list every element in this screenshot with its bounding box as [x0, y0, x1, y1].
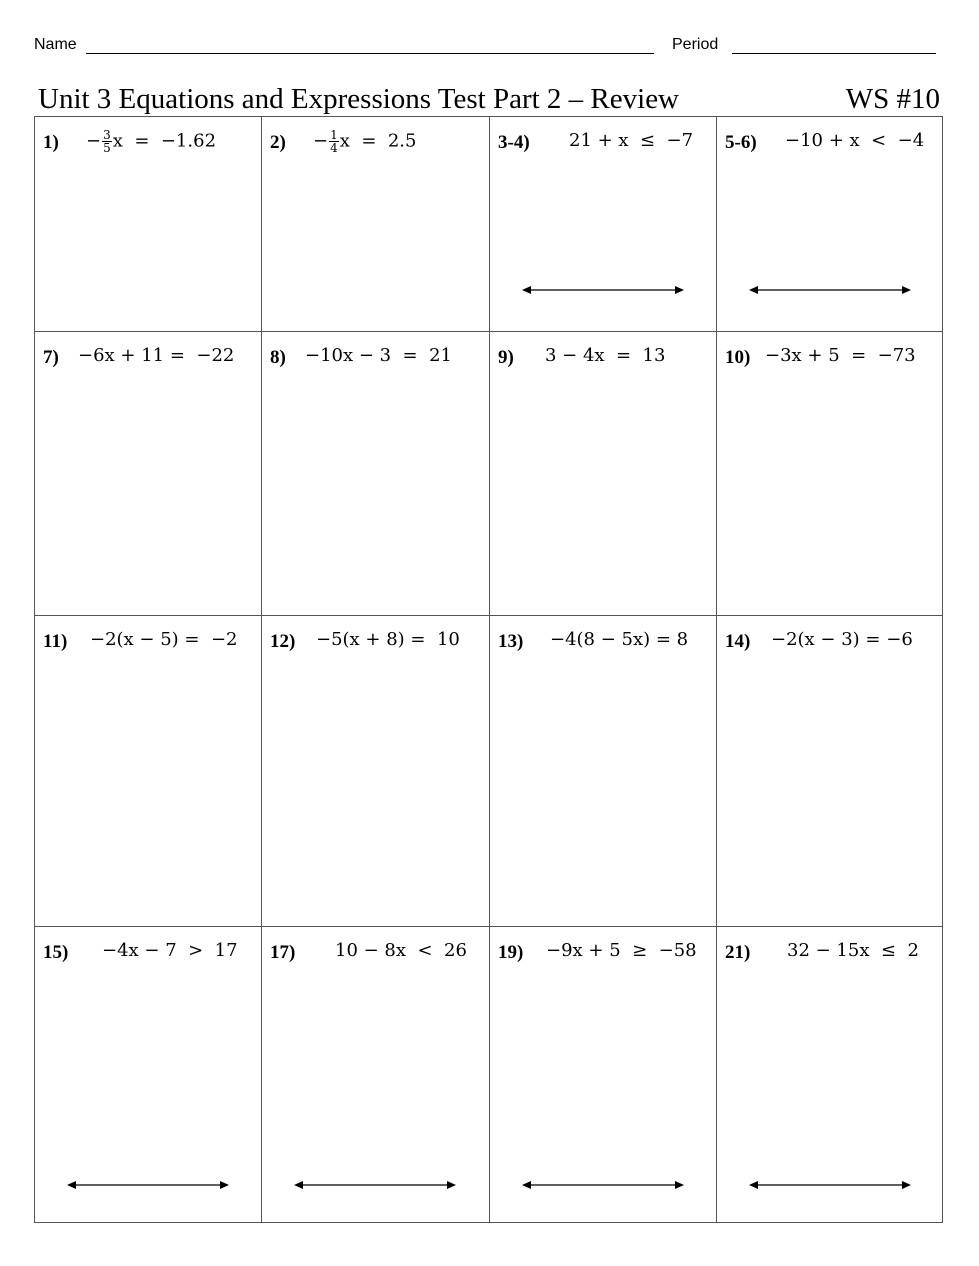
problem-number: 3-4): [498, 132, 530, 153]
problem-equation: −10 + x < −4: [785, 130, 925, 151]
right-arrow-icon: [675, 286, 684, 294]
name-period-row: [34, 34, 938, 58]
problem-equation: [86, 129, 216, 154]
problem-number: 9): [498, 347, 514, 368]
right-arrow-icon: [902, 1181, 911, 1189]
problem-number: 5-6): [725, 132, 757, 153]
left-arrow-icon: [294, 1181, 303, 1189]
problem-number: 15): [43, 942, 69, 963]
problem-number: 12): [270, 631, 296, 652]
left-arrow-icon: [749, 286, 758, 294]
name-blank-line[interactable]: [86, 53, 654, 54]
problem-equation: −4x − 7 > 17: [102, 940, 238, 961]
number-line[interactable]: [294, 1179, 456, 1191]
right-arrow-icon: [447, 1181, 456, 1189]
problem-number: 10): [725, 347, 751, 368]
period-blank-line[interactable]: [732, 53, 936, 54]
grid-horizontal-line: [34, 926, 943, 927]
problem-number: 13): [498, 631, 524, 652]
problem-number: 21): [725, 942, 751, 963]
right-arrow-icon: [675, 1181, 684, 1189]
fraction: [329, 129, 339, 154]
left-arrow-icon: [67, 1181, 76, 1189]
fraction-denominator: 5: [103, 141, 111, 155]
problem-number: 11): [43, 631, 68, 652]
problem-equation: −5(x + 8) = 10: [316, 629, 460, 650]
number-line[interactable]: [522, 284, 684, 296]
title-row: [38, 80, 942, 118]
problem-number: 7): [43, 347, 59, 368]
grid-horizontal-line: [34, 615, 943, 616]
equation-sign: −: [86, 130, 102, 152]
problem-equation: −2(x − 3) = −6: [771, 629, 913, 650]
problem-equation: −10x − 3 = 21: [305, 345, 452, 366]
worksheet-number: WS #10: [845, 83, 940, 115]
grid-vertical-line: [34, 116, 35, 1223]
grid-vertical-line: [942, 116, 943, 1223]
problem-equation: 21 + x ≤ −7: [569, 130, 694, 151]
problem-number: 1): [43, 132, 59, 153]
problem-number: 2): [270, 132, 286, 153]
grid-horizontal-line: [34, 331, 943, 332]
problem-equation: −6x + 11 = −22: [78, 345, 235, 366]
left-arrow-icon: [522, 1181, 531, 1189]
number-line[interactable]: [749, 1179, 911, 1191]
grid-vertical-line: [716, 116, 717, 1223]
problem-number: 14): [725, 631, 751, 652]
number-line[interactable]: [67, 1179, 229, 1191]
problem-equation: 32 − 15x ≤ 2: [787, 940, 919, 961]
problem-number: 19): [498, 942, 524, 963]
grid-horizontal-line: [34, 1222, 943, 1223]
grid-vertical-line: [489, 116, 490, 1223]
fraction: [102, 129, 112, 154]
problem-equation: −9x + 5 ≥ −58: [546, 940, 697, 961]
problem-number: 17): [270, 942, 296, 963]
right-arrow-icon: [902, 286, 911, 294]
problem-equation: −2(x − 5) = −2: [90, 629, 238, 650]
left-arrow-icon: [749, 1181, 758, 1189]
problem-grid: [34, 116, 943, 1223]
grid-horizontal-line: [34, 116, 943, 117]
fraction-numerator: 3: [103, 128, 111, 142]
problem-equation: 3 − 4x = 13: [545, 345, 666, 366]
worksheet-title: Unit 3 Equations and Expressions Test Part 2 – Review: [38, 83, 680, 115]
left-arrow-icon: [522, 286, 531, 294]
number-line[interactable]: [522, 1179, 684, 1191]
name-label: Name: [34, 36, 77, 53]
fraction-denominator: 4: [330, 141, 338, 155]
equation-tail: x = −1.62: [112, 130, 217, 152]
number-line[interactable]: [749, 284, 911, 296]
grid-vertical-line: [261, 116, 262, 1223]
equation-tail: x = 2.5: [339, 130, 417, 152]
problem-number: 8): [270, 347, 286, 368]
problem-equation: 10 − 8x < 26: [335, 940, 467, 961]
fraction-numerator: 1: [330, 128, 338, 142]
period-label: Period: [672, 36, 719, 53]
right-arrow-icon: [220, 1181, 229, 1189]
problem-equation: [313, 129, 416, 154]
problem-equation: −4(8 − 5x) = 8: [550, 629, 689, 650]
equation-sign: −: [313, 130, 329, 152]
problem-equation: −3x + 5 = −73: [765, 345, 916, 366]
